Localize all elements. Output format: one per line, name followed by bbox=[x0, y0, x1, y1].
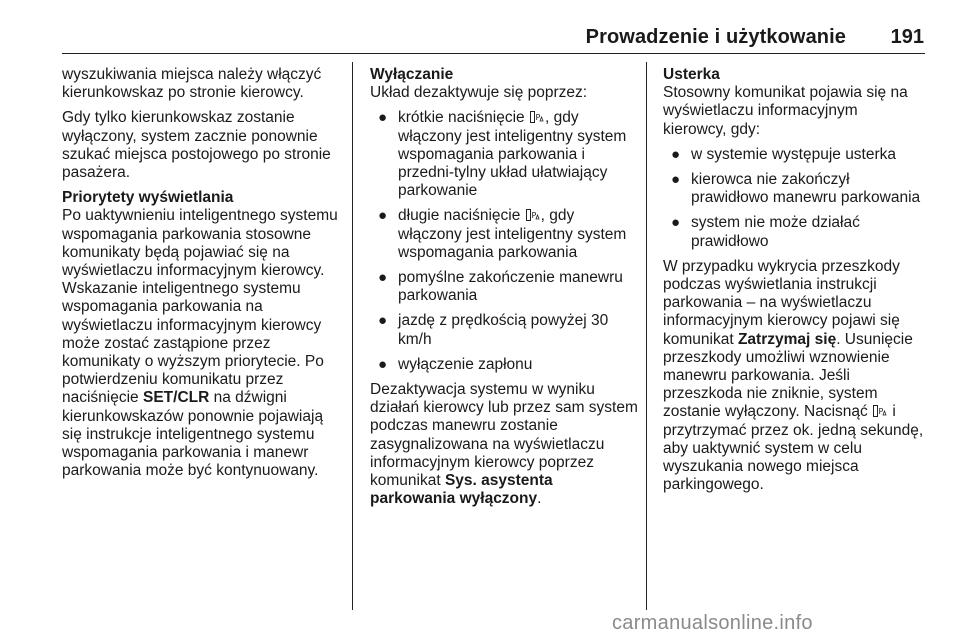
svg-text:P: P bbox=[531, 211, 536, 221]
section-heading-fault: Usterka bbox=[663, 66, 720, 83]
paragraph: Po uaktywnieniu inteligentnego systemu wspomagania parkowania stosowne komunikaty będą pojawiać się na wyświetlaczu informacyjnym kierowcy. Wskazanie inteligentnego systemu wspomagania parkowania na wyświetlaczu informacyjnym kierowcy może zostać zastąpione przez komunikaty o wyższym priorytecie. Po potwierdzeniu komunikatu przez naciśnięcie SET/CLR na dźwigni kierunkowskazów ponownie pojawiają się instrukcje inteligentnego systemu wspomagania parkowania i manewr parkowania może być kontynuowany. bbox=[62, 207, 338, 480]
park-assist-icon bbox=[526, 209, 540, 221]
paragraph: W przypadku wykrycia przeszkody podczas wyświetlania instrukcji parkowania – na wyświetlaczu informacyjnym kierowcy pojawi się komunikat Zatrzymaj się. Usunięcie przeszkody umożliwi wznowienie manewru parkowania. Jeśli przeszkoda nie zniknie, system zostanie wyłączony. Nacisnąć P i przytrzymać przez ok. jedną sekundę, aby uaktywnić system w celu wyszukania nowego miejsca parkingowego. bbox=[663, 257, 924, 494]
page-title: Prowadzenie i użytkowanie bbox=[585, 26, 846, 48]
deactivation-list bbox=[370, 109, 638, 374]
column-divider-1 bbox=[352, 62, 353, 610]
column-2 bbox=[370, 66, 638, 515]
page-number: 191 bbox=[890, 26, 924, 48]
svg-text:P: P bbox=[878, 407, 884, 417]
list-item: ● system nie może działać prawidłowo bbox=[671, 214, 860, 250]
park-assist-icon bbox=[530, 111, 544, 123]
section-heading-deactivation: Wyłączanie bbox=[370, 66, 454, 83]
list-item: ● jazdę z prędkością powyżej 30 km/h bbox=[378, 312, 609, 348]
column-divider-2 bbox=[646, 62, 647, 610]
list-item: ● w systemie występuje usterka bbox=[671, 145, 897, 163]
header-divider bbox=[62, 53, 925, 54]
list-item: ● pomyślne zakończenie manewru parkowania bbox=[378, 269, 623, 305]
message-sys-assist-off: Sys. asystenta parkowania wyłączony bbox=[370, 472, 553, 508]
watermark: carmanualsonline.info bbox=[612, 612, 813, 634]
paragraph: wyszukiwania miejsca należy włączyć kierunkowskaz po stronie kierowcy. bbox=[62, 66, 322, 102]
column-3 bbox=[663, 66, 925, 501]
set-clr-label: SET/CLR bbox=[143, 389, 210, 407]
fault-list bbox=[663, 146, 925, 251]
list-item: ● długie naciśnięcie P , gdy włączony jest inteligentny system wspomagania parkowania bbox=[378, 207, 627, 261]
page-header bbox=[0, 22, 960, 54]
paragraph: Stosowny komunikat pojawia się na wyświetlaczu informacyjnym kierowcy, gdy: bbox=[663, 84, 908, 138]
svg-text:P: P bbox=[535, 113, 541, 123]
list-item: ● wyłączenie zapłonu bbox=[378, 355, 533, 373]
list-item: ● krótkie naciśnięcie P , gdy włączony jest inteligentny system wspomagania parkowania i przedni-tylny układ ułatwiający parkowanie bbox=[378, 109, 627, 200]
section-heading-display-priority: Priorytety wyświetlania bbox=[62, 189, 234, 207]
list-item: ● kierowca nie zakończył prawidłowo manewru parkowania bbox=[671, 171, 921, 207]
column-1 bbox=[62, 66, 346, 487]
paragraph: Dezaktywacja systemu w wyniku działań kierowcy lub przez sam system podczas manewru zostanie zasygnalizowana na wyświetlaczu informacyjnym kierowcy poprzez komunikat Sys. asystenta parkowania wyłączony. bbox=[370, 381, 638, 508]
paragraph: Układ dezaktywuje się poprzez: bbox=[370, 84, 588, 102]
message-stop: Zatrzymaj się bbox=[737, 330, 837, 348]
park-assist-icon bbox=[873, 405, 887, 417]
paragraph: Gdy tylko kierunkowskaz zostanie wyłączony, system zacznie ponownie szukać miejsca postojowego po stronie pasażera. bbox=[62, 109, 331, 182]
